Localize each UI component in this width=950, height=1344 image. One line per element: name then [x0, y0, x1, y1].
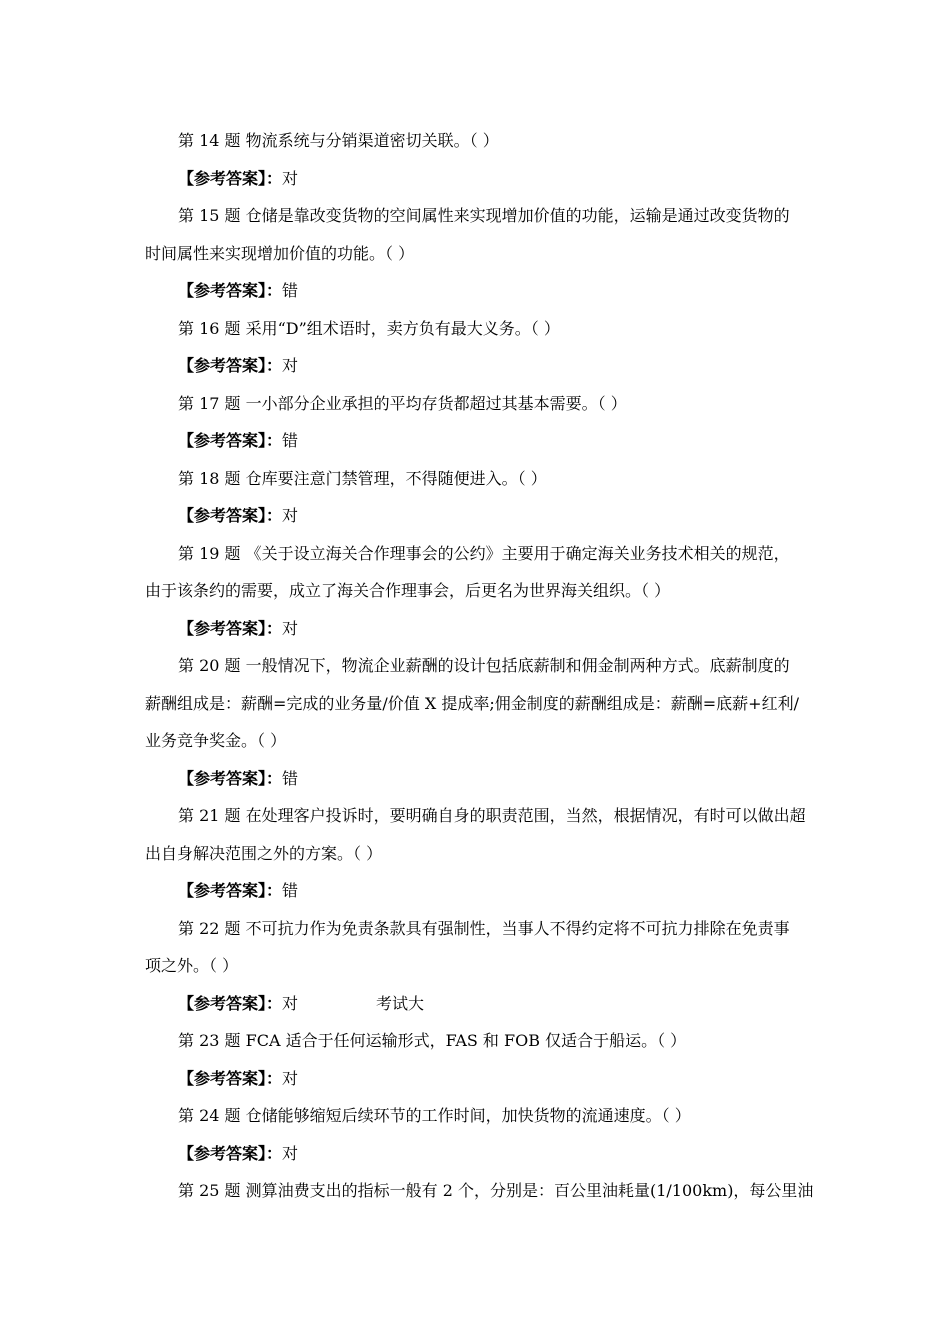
answer-value: 错: [282, 881, 299, 900]
answer-label: 【参考答案】: [178, 431, 267, 450]
answer-label: 【参考答案】: [178, 881, 267, 900]
answer-separator: ：: [266, 993, 283, 1013]
answer-label: 【参考答案】: [178, 506, 267, 525]
question-text: 第 21 题 在处理客户投诉时，要明确自身的职责范围，当然，根据情况，有时可以做出超: [178, 806, 806, 825]
answer-separator: ：: [266, 281, 283, 300]
answer-label: 【参考答案】: [178, 168, 267, 188]
answer-label: 【参考答案】: [178, 618, 267, 638]
question-text-continued: 时间属性来实现增加价值的功能。（ ）: [145, 243, 415, 263]
question-text: 第 24 题 仓储能够缩短后续环节的工作时间，加快货物的流通速度。（ ）: [178, 1106, 691, 1125]
question-text: 第 22 题 不可抗力作为免责条款具有强制性，当事人不得约定将不可抗力排除在免责事: [178, 918, 790, 938]
question-text-continued: 业务竞争奖金。（ ）: [145, 731, 287, 750]
answer-line: [145, 1135, 810, 1173]
question-text: 第 23 题 FCA 适合于任何运输形式，FAS 和 FOB 仅适合于船运。（ ）: [178, 1031, 687, 1050]
answer-label: 【参考答案】: [178, 356, 267, 375]
answer-value: 对: [282, 1143, 299, 1163]
question-text: 第 16 题 采用“D”组术语时，卖方负有最大义务。（ ）: [178, 318, 560, 338]
question-text: 第 20 题 一般情况下，物流企业薪酬的设计包括底薪制和佣金制两种方式。底薪制度的: [178, 656, 790, 675]
answer-value: 对: [282, 356, 299, 375]
answer-line: [145, 985, 810, 1023]
answer-value: 对: [282, 993, 299, 1013]
question-text-continued: 项之外。（ ）: [145, 956, 239, 975]
question-block: [145, 797, 810, 910]
question-list: [145, 122, 814, 1210]
question-text-continued: 出自身解决范围之外的方案。（ ）: [145, 843, 383, 863]
question-text: 第 19 题 《关于设立海关合作理事会的公约》主要用于确定海关业务技术相关的规范，: [178, 543, 790, 563]
answer-separator: ：: [266, 881, 283, 900]
answer-line: [145, 347, 810, 385]
question-text: 第 18 题 仓库要注意门禁管理，不得随便进入。（ ）: [178, 468, 547, 488]
question-text: 第 25 题 测算油费支出的指标一般有 2 个，分别是：百公里油耗量(1/100km)，每公里油: [178, 1181, 814, 1200]
question-block: [145, 122, 810, 197]
answer-line: [145, 872, 810, 910]
answer-value: 对: [282, 618, 299, 638]
answer-line: [145, 160, 810, 198]
answer-value: 对: [282, 506, 299, 525]
answer-separator: ：: [266, 768, 283, 788]
answer-separator: ：: [266, 356, 283, 375]
question-block: [145, 1022, 810, 1097]
answer-label: 【参考答案】: [178, 1068, 267, 1088]
answer-line: [145, 610, 810, 648]
question-block: [145, 385, 810, 460]
question-block: [145, 310, 810, 385]
answer-separator: ：: [266, 506, 283, 525]
answer-separator: ：: [266, 1068, 283, 1088]
answer-value: 对: [282, 1068, 299, 1088]
question-text: 第 17 题 一小部分企业承担的平均存货都超过其基本需要。（ ）: [178, 393, 627, 413]
question-block: [145, 910, 810, 1023]
answer-separator: ：: [266, 168, 283, 188]
answer-value: 对: [282, 168, 299, 188]
answer-label: 【参考答案】: [178, 993, 267, 1013]
answer-line: [145, 272, 810, 310]
question-block: [145, 1097, 810, 1172]
answer-line: [145, 422, 810, 460]
watermark-text: 考试大: [376, 993, 425, 1013]
question-block: [145, 197, 810, 310]
answer-value: 错: [282, 431, 299, 450]
answer-label: 【参考答案】: [178, 1143, 267, 1163]
question-text-continued: 由于该条约的需要，成立了海关合作理事会，后更名为世界海关组织。（ ）: [145, 581, 671, 600]
answer-separator: ：: [266, 1143, 283, 1163]
answer-separator: ：: [266, 431, 283, 450]
question-block: [145, 460, 810, 535]
answer-separator: ：: [266, 618, 283, 638]
question-block: [145, 535, 810, 648]
question-text: 第 15 题 仓储是靠改变货物的空间属性来实现增加价值的功能，运输是通过改变货物的: [178, 206, 790, 225]
answer-value: 错: [282, 281, 299, 300]
answer-line: [145, 497, 810, 535]
answer-value: 错: [282, 768, 299, 788]
answer-label: 【参考答案】: [178, 281, 267, 300]
question-text: 第 14 题 物流系统与分销渠道密切关联。（ ）: [178, 131, 499, 150]
question-text-continued: 薪酬组成是：薪酬=完成的业务量/价值 X 提成率;佣金制度的薪酬组成是：薪酬=底薪+红利/: [145, 693, 799, 713]
answer-line: [145, 760, 810, 798]
question-block: [145, 647, 810, 797]
answer-label: 【参考答案】: [178, 768, 267, 788]
answer-line: [145, 1060, 810, 1098]
